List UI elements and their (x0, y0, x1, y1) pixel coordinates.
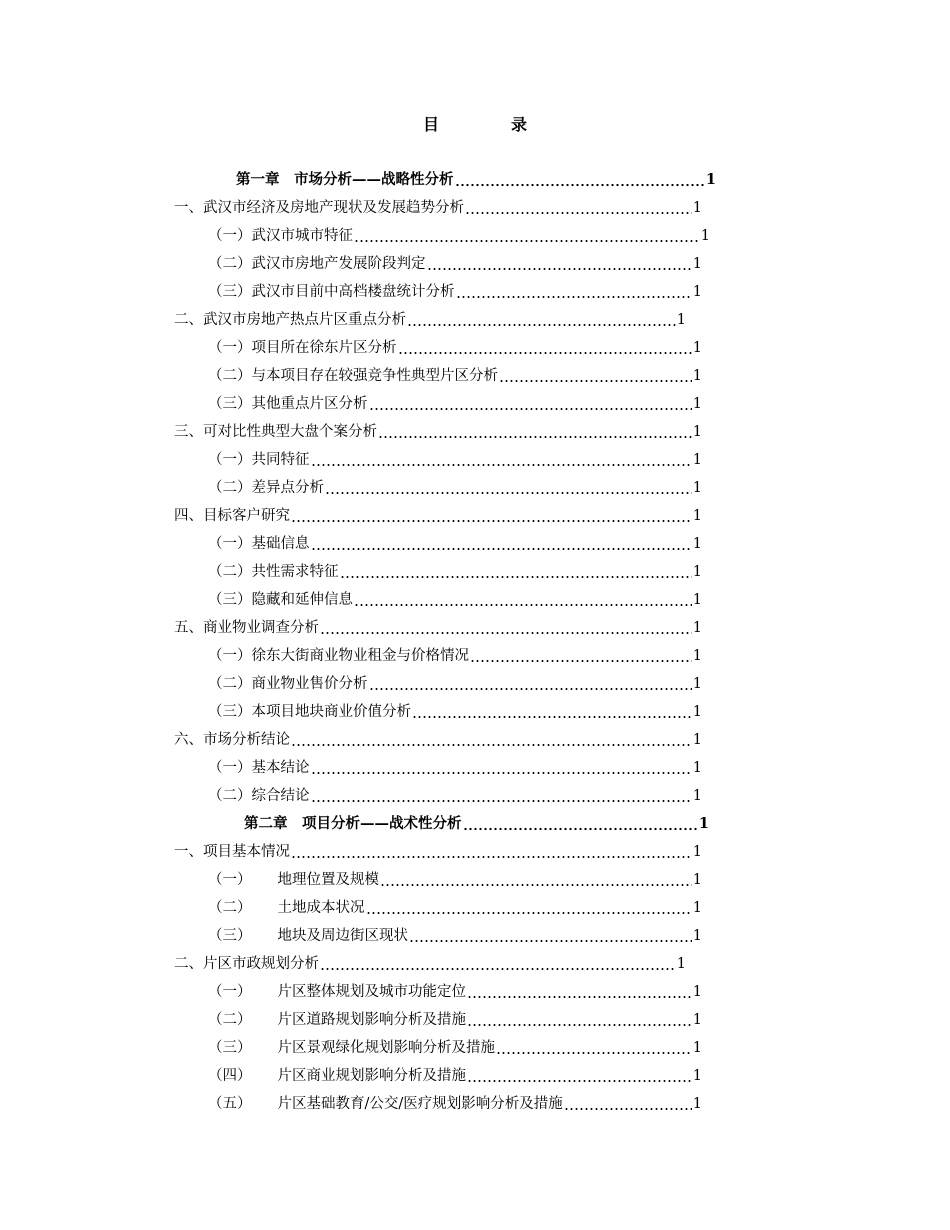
dot-leader (325, 474, 692, 502)
dot-leader (467, 1062, 692, 1090)
toc-page-number: 1 (692, 704, 702, 720)
toc-entry-number: （二） (208, 900, 252, 916)
toc-entry-label: （一）项目所在徐东片区分析 (208, 340, 397, 356)
dot-leader (291, 726, 692, 754)
toc-entry[interactable] (208, 446, 702, 474)
dot-leader (291, 502, 692, 530)
toc-entry-label: （二）差异点分析 (208, 480, 324, 496)
toc-entry-label: （三）隐藏和延伸信息 (208, 592, 353, 608)
toc-entry-label: （二）综合结论 (208, 788, 310, 804)
dot-leader (412, 698, 692, 726)
dot-leader (564, 1090, 692, 1118)
dot-leader (311, 754, 692, 782)
toc-entry[interactable] (208, 530, 702, 558)
toc-entry[interactable] (208, 922, 702, 950)
dot-leader (455, 166, 705, 194)
toc-entry-label: 地理位置及规模 (277, 872, 379, 888)
toc-entry[interactable] (174, 502, 702, 530)
toc-entry-label: 六、市场分析结论 (174, 732, 290, 748)
toc-entry-label: 二、片区市政规划分析 (174, 956, 319, 972)
toc-page-number: 1 (692, 536, 702, 552)
dot-leader (311, 782, 692, 810)
toc-entry[interactable] (208, 642, 702, 670)
dot-leader (366, 894, 692, 922)
toc-entry-label: （三）本项目地块商业价值分析 (208, 704, 411, 720)
toc-entry[interactable] (208, 782, 702, 810)
toc-entry[interactable] (208, 334, 702, 362)
dot-leader (467, 978, 692, 1006)
toc-entry-number: （一） (208, 984, 252, 1000)
toc-page-number: 1 (698, 815, 709, 832)
toc-chapter-entry[interactable] (236, 166, 716, 194)
toc-entry[interactable] (174, 950, 686, 978)
toc-entry-label: 土地成本状况 (277, 900, 365, 916)
toc-entry[interactable] (208, 278, 702, 306)
toc-page-number: 1 (676, 956, 686, 972)
dot-leader (496, 1034, 692, 1062)
toc-page-number: 1 (692, 900, 702, 916)
toc-page-number: 1 (692, 760, 702, 776)
toc-page-number: 1 (692, 732, 702, 748)
toc-entry[interactable] (208, 698, 702, 726)
toc-entry[interactable] (208, 866, 702, 894)
toc-entry-number: （三） (208, 928, 252, 944)
toc-page-number: 1 (692, 452, 702, 468)
toc-entry[interactable] (174, 726, 702, 754)
toc-entry-label: （二）商业物业售价分析 (208, 676, 368, 692)
toc-page-number: 1 (700, 228, 710, 244)
dot-leader (427, 250, 692, 278)
dot-leader (378, 418, 692, 446)
toc-entry-label: 片区景观绿化规划影响分析及措施 (277, 1040, 495, 1056)
toc-entry-label: （二）武汉市房地产发展阶段判定 (208, 256, 426, 272)
dot-leader (311, 530, 692, 558)
toc-entry-number: （二） (208, 1012, 252, 1028)
toc-title: 目 录 (422, 115, 555, 134)
toc-page-number: 1 (692, 872, 702, 888)
toc-page-number: 1 (692, 480, 702, 496)
toc-entry[interactable] (174, 418, 702, 446)
toc-entry[interactable] (174, 306, 686, 334)
toc-entry-label: （三）武汉市目前中高档楼盘统计分析 (208, 284, 455, 300)
toc-entry[interactable] (208, 894, 702, 922)
toc-entry-number: （五） (208, 1096, 252, 1112)
toc-page-number: 1 (705, 171, 716, 188)
dot-leader (470, 642, 692, 670)
toc-page-number: 1 (692, 508, 702, 524)
toc-page-number: 1 (692, 1012, 702, 1028)
toc-page-number: 1 (692, 648, 702, 664)
dot-leader (409, 922, 692, 950)
toc-entry-label: （一）武汉市城市特征 (208, 228, 353, 244)
toc-page-number: 1 (692, 368, 702, 384)
dot-leader (407, 306, 676, 334)
toc-entry-label: 片区整体规划及城市功能定位 (277, 984, 466, 1000)
toc-page-number: 1 (692, 200, 702, 216)
toc-entry[interactable] (174, 838, 702, 866)
toc-page-number: 1 (692, 592, 702, 608)
toc-entry-label: 五、商业物业调查分析 (174, 620, 319, 636)
dot-leader (354, 586, 692, 614)
dot-leader (291, 838, 692, 866)
dot-leader (369, 670, 692, 698)
dot-leader (456, 278, 692, 306)
dot-leader (311, 446, 692, 474)
toc-entry-label: （三）其他重点片区分析 (208, 396, 368, 412)
toc-page-number: 1 (692, 424, 702, 440)
toc-entry-label: （二）共性需求特征 (208, 564, 339, 580)
toc-entry-label: （一）基本结论 (208, 760, 310, 776)
toc-page-number: 1 (692, 984, 702, 1000)
toc-entry-label: 一、项目基本情况 (174, 844, 290, 860)
toc-page-number: 1 (692, 284, 702, 300)
dot-leader (340, 558, 692, 586)
toc-entry[interactable] (208, 1034, 702, 1062)
toc-page-number: 1 (692, 564, 702, 580)
toc-entry[interactable] (208, 586, 702, 614)
toc-entry[interactable] (208, 1062, 702, 1090)
toc-entry-label: 二、武汉市房地产热点片区重点分析 (174, 312, 406, 328)
dot-leader (354, 222, 700, 250)
toc-page-number: 1 (692, 1068, 702, 1084)
toc-entry-label: 四、目标客户研究 (174, 508, 290, 524)
dot-leader (463, 810, 698, 838)
toc-entry-label: 第二章 项目分析——战术性分析 (244, 815, 462, 832)
toc-entry-label: 片区商业规划影响分析及措施 (277, 1068, 466, 1084)
toc-entry-label: 第一章 市场分析——战略性分析 (236, 171, 454, 188)
dot-leader (320, 614, 692, 642)
toc-entry-label: 地块及周边街区现状 (277, 928, 408, 944)
toc-entry[interactable] (208, 1006, 702, 1034)
toc-entry[interactable] (208, 222, 710, 250)
toc-entry[interactable] (208, 250, 702, 278)
toc-entry[interactable] (208, 362, 702, 390)
toc-entry-label: （一）共同特征 (208, 452, 310, 468)
dot-leader (369, 390, 692, 418)
toc-chapter-entry[interactable] (244, 810, 709, 838)
toc-entry-label: （二）与本项目存在较强竞争性典型片区分析 (208, 368, 498, 384)
toc-entry[interactable] (208, 558, 702, 586)
dot-leader (320, 950, 676, 978)
toc-entry-number: （一） (208, 872, 252, 888)
toc-page-number: 1 (692, 844, 702, 860)
toc-entry-label: 片区基础教育/公交/医疗规划影响分析及措施 (277, 1096, 563, 1112)
toc-entry-label: 片区道路规划影响分析及措施 (277, 1012, 466, 1028)
toc-page-number: 1 (692, 1096, 702, 1112)
toc-entry[interactable] (208, 670, 702, 698)
toc-entry-label: （一）徐东大街商业物业租金与价格情况 (208, 648, 469, 664)
dot-leader (380, 866, 692, 894)
toc-entry[interactable] (174, 614, 702, 642)
toc-entry-number: （三） (208, 1040, 252, 1056)
toc-entry-number: （四） (208, 1068, 252, 1084)
toc-entry[interactable] (174, 194, 702, 222)
toc-page-number: 1 (692, 396, 702, 412)
toc-entry[interactable] (208, 754, 702, 782)
toc-page-number: 1 (692, 256, 702, 272)
toc-entry[interactable] (208, 474, 702, 502)
toc-entry[interactable] (208, 978, 702, 1006)
toc-entry[interactable] (208, 390, 702, 418)
toc-page-number: 1 (676, 312, 686, 328)
toc-entry-label: （一）基础信息 (208, 536, 310, 552)
toc-entry-label: 一、武汉市经济及房地产现状及发展趋势分析 (174, 200, 464, 216)
dot-leader (398, 334, 692, 362)
toc-page-number: 1 (692, 340, 702, 356)
toc-page-number: 1 (692, 928, 702, 944)
dot-leader (465, 194, 692, 222)
toc-entry-label: 三、可对比性典型大盘个案分析 (174, 424, 377, 440)
toc-page-number: 1 (692, 620, 702, 636)
dot-leader (467, 1006, 692, 1034)
toc-entry[interactable] (208, 1090, 702, 1118)
toc-page-number: 1 (692, 788, 702, 804)
toc-page-number: 1 (692, 1040, 702, 1056)
toc-page-number: 1 (692, 676, 702, 692)
dot-leader (499, 362, 692, 390)
